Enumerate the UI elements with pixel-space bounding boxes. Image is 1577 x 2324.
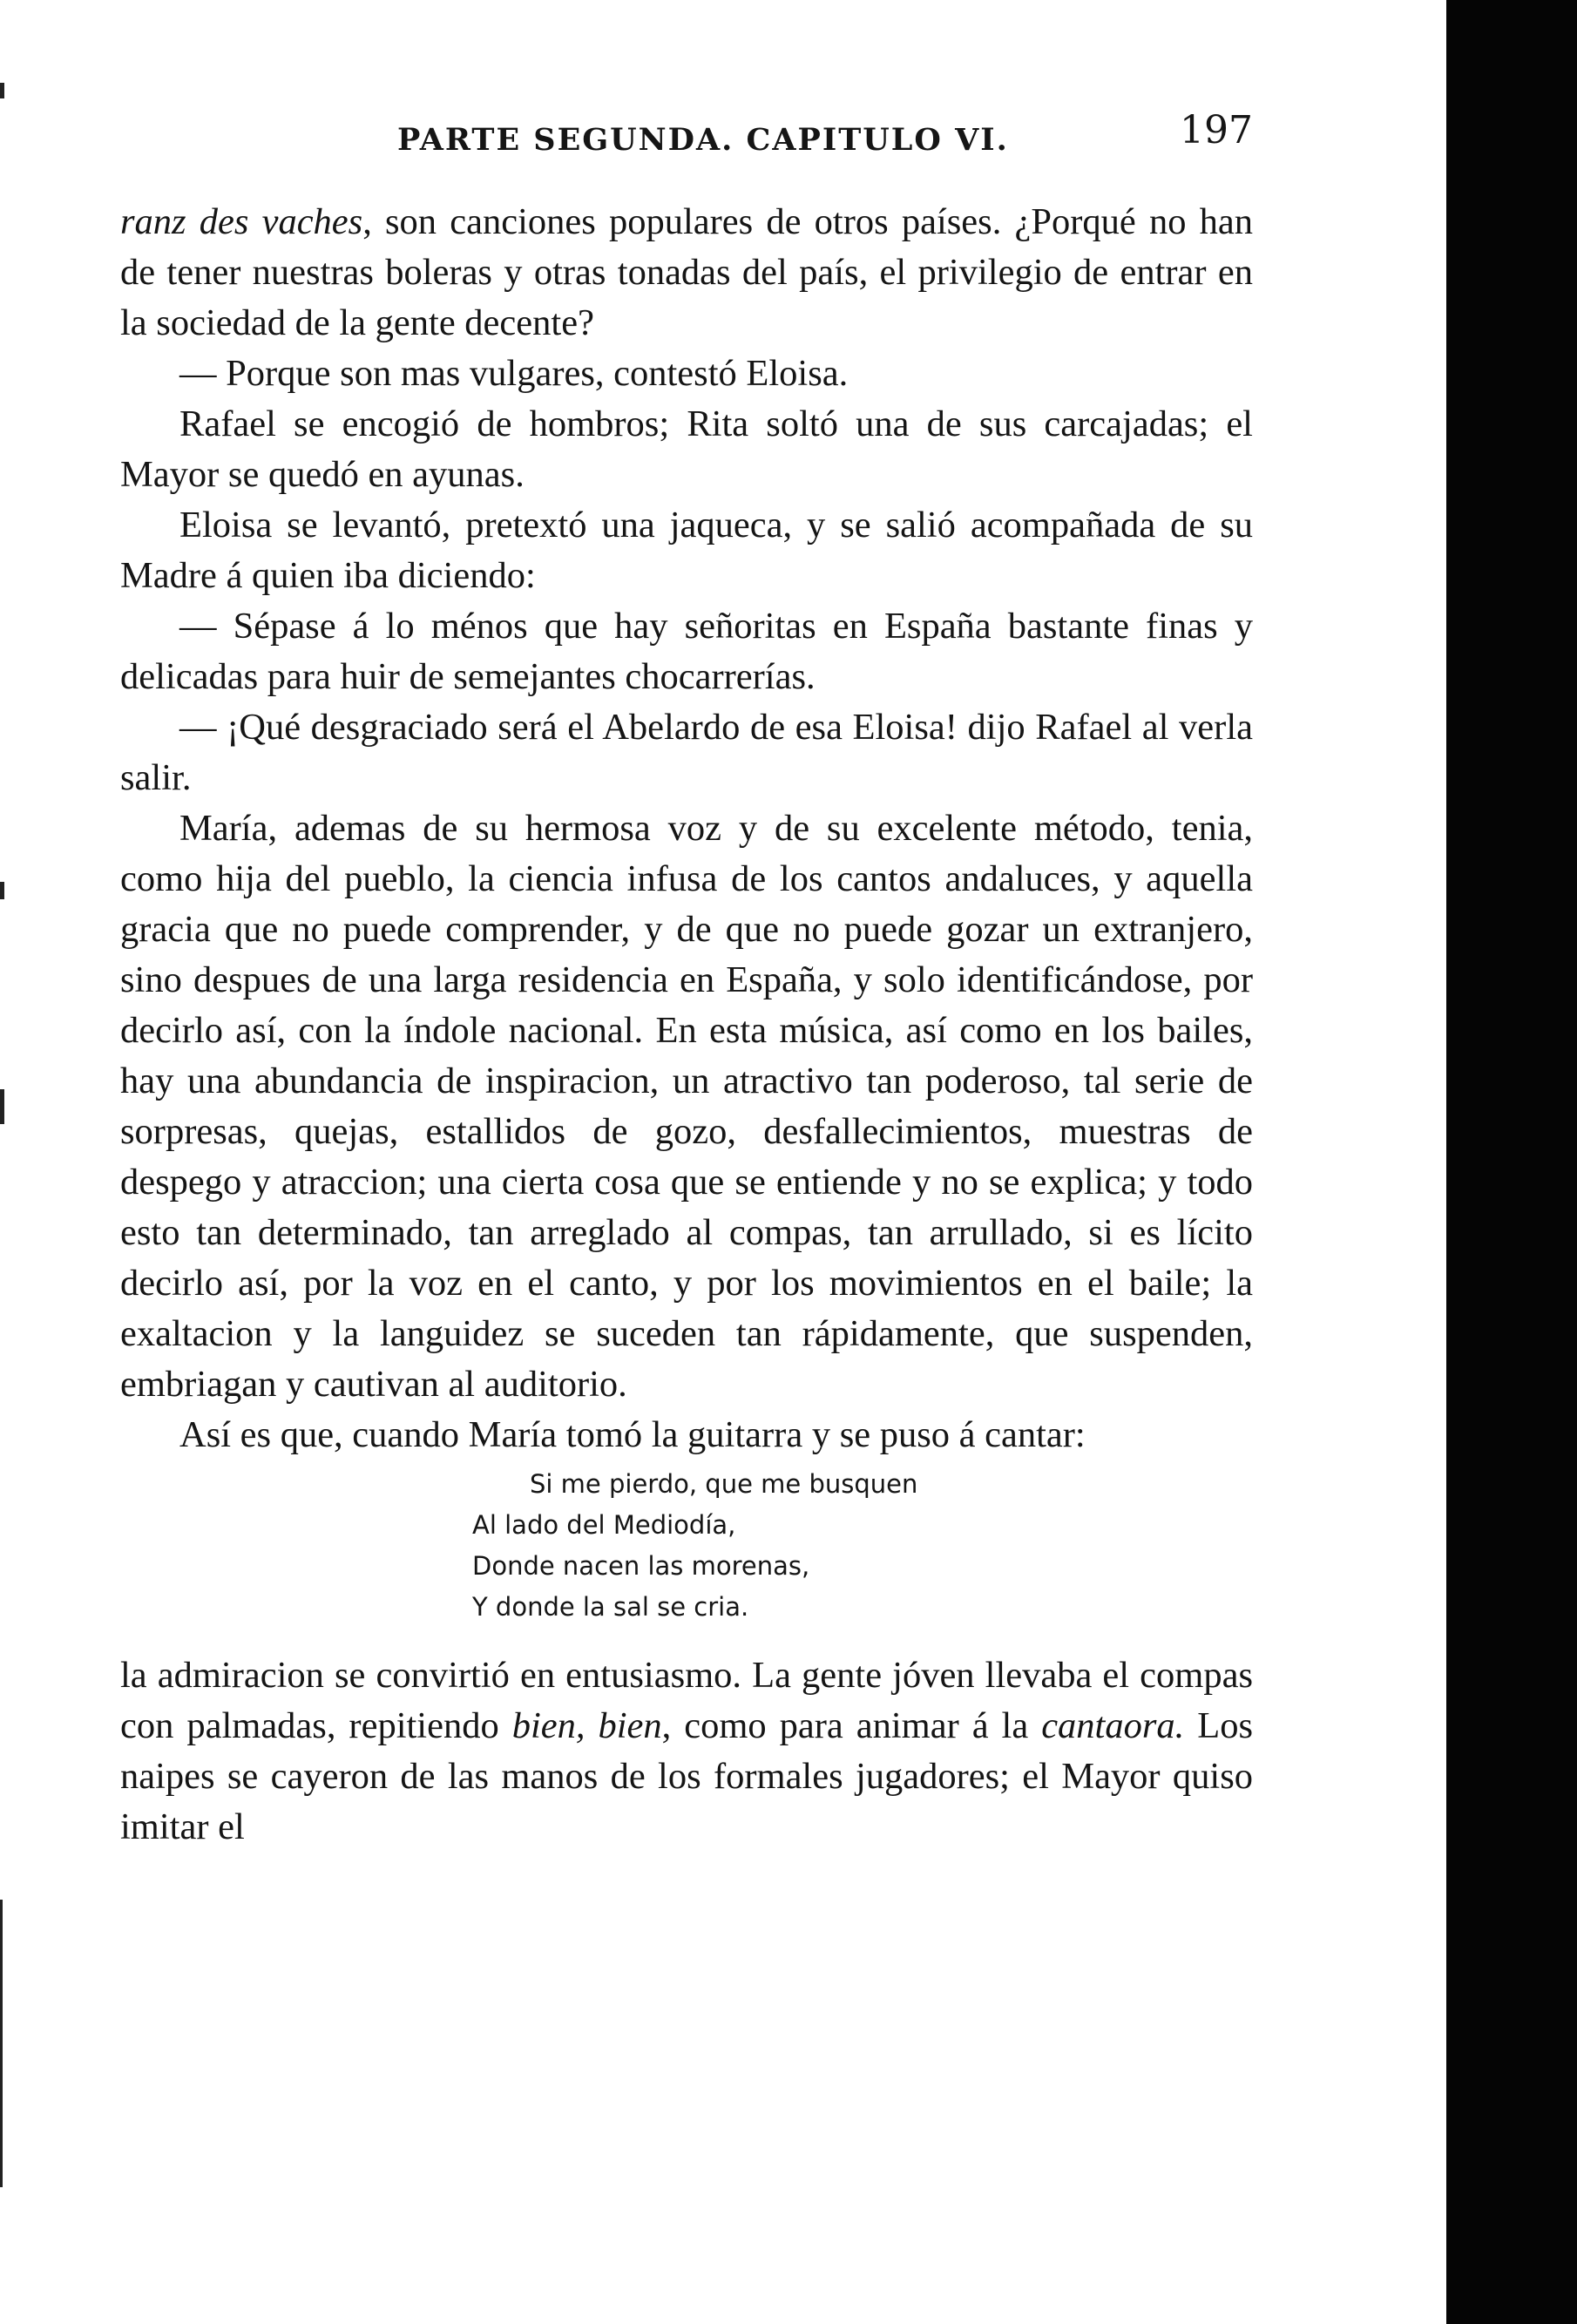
paragraph <box>120 601 1253 702</box>
paragraph <box>120 803 1253 1410</box>
paragraph <box>120 197 1253 349</box>
paragraph-text: Los naipes se cayeron de las manos de los formales jugadores; el Mayor quiso imitar el <box>120 1705 1254 1847</box>
paragraph-text: , como para animar á la <box>661 1705 1042 1746</box>
paragraph <box>120 702 1253 803</box>
scan-margin-mark <box>0 882 4 899</box>
verse-block <box>472 1464 1253 1628</box>
paragraph-text: Rafael se encogió de hombros; Rita soltó una de sus carcajadas; el Mayor se quedó en ayunas. <box>120 403 1253 495</box>
paragraph <box>120 500 1253 601</box>
paragraph-after-verse <box>120 1650 1253 1853</box>
verse-line: Al lado del Mediodía, <box>472 1510 736 1540</box>
book-page <box>120 103 1253 1853</box>
paragraph <box>120 349 1253 399</box>
scan-margin-mark <box>0 1900 3 2187</box>
verse-line: Si me pierdo, que me busquen <box>530 1469 918 1499</box>
paragraph-text: , son canciones populares de otros países. ¿Porqué no han de tener nuestras boleras y otras tonadas del país, el privilegio de entrar en la sociedad de la gente decente? <box>120 201 1253 343</box>
main-text <box>120 197 1253 1460</box>
scan-margin-mark <box>0 1089 4 1124</box>
italic-text: bien, bien <box>511 1705 662 1746</box>
paragraph-text: — Sépase á lo ménos que hay señoritas en España bastante finas y delicadas para huir de semejantes chocarrerías. <box>120 606 1253 697</box>
paragraph-text: María, ademas de su hermosa voz y de su excelente método, tenia, como hija del pueblo, la ciencia infusa de los cantos andaluces, y aquella gracia que no puede comprender, y de que no puede gozar un extranjero, sino despues de una larga residencia en España, y solo identificándose, por decirlo así, con la índole nacional. En esta música, así como en los bailes, hay una abundancia de inspiracion, un atractivo tan poderoso, tal serie de sorpresas, quejas, estallidos de gozo, desfallecimientos, muestras de despego y atraccion; una cierta cosa que se entiende y no se explica; y todo esto tan determinado, tan arreglado al compas, tan arrullado, si es lícito decirlo así, por la voz en el canto, y por los movimientos en el baile; la exaltacion y la languidez se suceden tan rápidamente, que suspenden, embriagan y cautivan al auditorio. <box>120 808 1253 1405</box>
paragraph <box>120 399 1253 500</box>
verse-line: Donde nacen las morenas, <box>472 1551 810 1581</box>
italic-text: cantaora. <box>1041 1705 1185 1746</box>
page-number: 197 <box>1180 108 1253 152</box>
paragraph-text: — ¡Qué desgraciado será el Abelardo de esa Eloisa! dijo Rafael al verla salir. <box>120 707 1253 798</box>
paragraph-text: — Porque son mas vulgares, contestó Eloisa. <box>179 353 849 394</box>
verse-line: Y donde la sal se cria. <box>472 1592 749 1622</box>
paragraph-text: la admiracion se convirtió en entusiasmo. La gente jóven llevaba el compas con palmadas, repitiendo <box>120 1655 1253 1746</box>
paragraph-text: Así es que, cuando María tomó la guitarra y se puso á cantar: <box>179 1414 1086 1455</box>
running-head: PARTE SEGUNDA. CAPITULO VI. <box>397 122 1009 158</box>
paragraph <box>120 1410 1253 1460</box>
italic-text: ranz des vaches <box>120 201 363 242</box>
page-header <box>120 103 1253 164</box>
scan-margin-mark <box>0 83 4 98</box>
scan-dark-edge <box>1446 0 1577 2324</box>
paragraph-text: Eloisa se levantó, pretextó una jaqueca, y se salió acompañada de su Madre á quien iba diciendo: <box>120 505 1253 596</box>
